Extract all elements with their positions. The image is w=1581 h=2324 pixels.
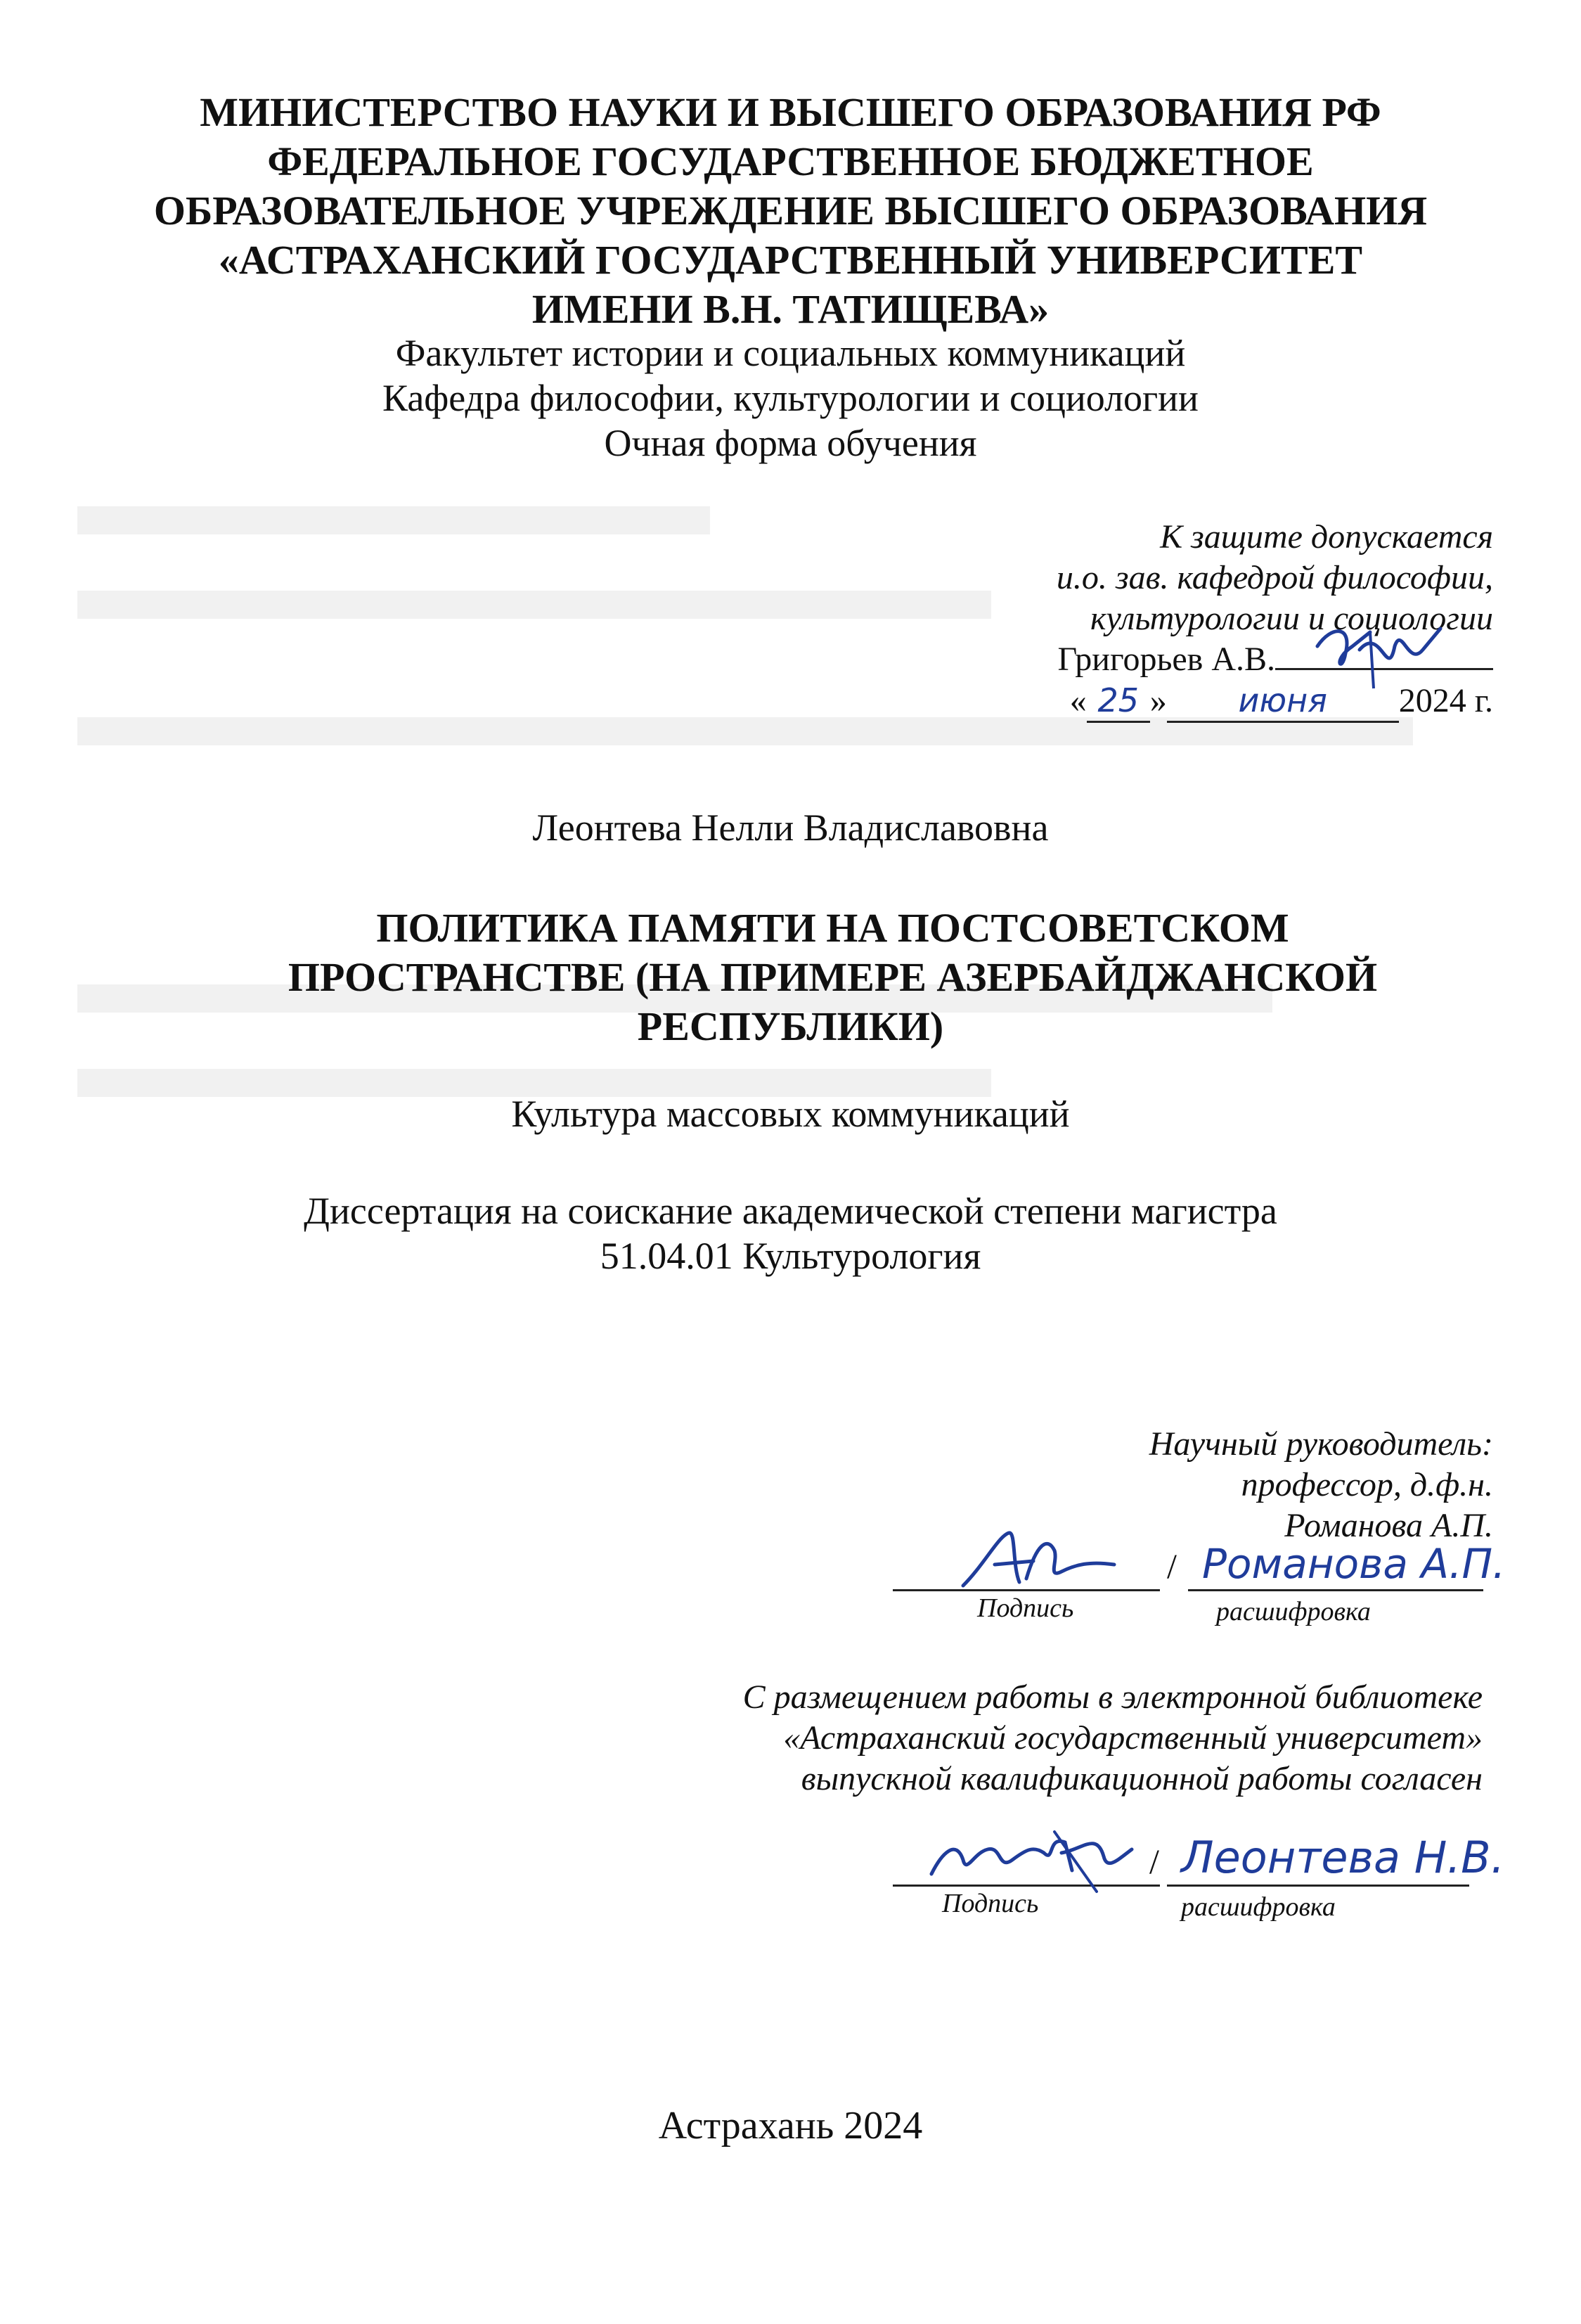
separator-slash: / bbox=[1149, 1842, 1159, 1881]
thesis-title-line: ПРОСТРАНСТВЕ (НА ПРИМЕРЕ АЗЕРБАЙДЖАНСКОЙ bbox=[288, 954, 1378, 1000]
approval-line: культурологии и социологии bbox=[1090, 600, 1493, 637]
author-signature-icon bbox=[921, 1818, 1146, 1895]
program-name: Культура массовых коммуникаций bbox=[511, 1093, 1070, 1135]
supervisor-label: Научный руководитель: bbox=[1149, 1425, 1493, 1463]
decode-line bbox=[1188, 1589, 1483, 1591]
approver-name: Григорьев А.В. bbox=[1057, 641, 1275, 678]
city-year: Астрахань 2024 bbox=[658, 2104, 923, 2148]
thesis-title-line: ПОЛИТИКА ПАМЯТИ НА ПОСТСОВЕТСКОМ bbox=[376, 905, 1289, 951]
ministry-line: ОБРАЗОВАТЕЛЬНОЕ УЧРЕЖДЕНИЕ ВЫСШЕГО ОБРАЗОВАНИЯ bbox=[153, 188, 1428, 233]
signature-caption: Подпись bbox=[942, 1889, 1039, 1918]
approval-line: К защите допускается bbox=[1160, 518, 1493, 556]
faculty-block bbox=[0, 330, 1581, 466]
date-month: июня bbox=[1167, 680, 1399, 723]
thesis-title bbox=[0, 904, 1581, 1051]
consent-line: выпускной квалификационной работы согласен bbox=[801, 1760, 1483, 1797]
ministry-line: ИМЕНИ В.Н. ТАТИЩЕВА» bbox=[531, 286, 1050, 332]
separator-slash: / bbox=[1167, 1546, 1177, 1586]
date-year: 2024 г. bbox=[1398, 682, 1493, 719]
decode-caption: расшифровка bbox=[1181, 1892, 1336, 1922]
ministry-line: ФЕДЕРАЛЬНОЕ ГОСУДАРСТВЕННОЕ БЮДЖЕТНОЕ bbox=[267, 139, 1314, 184]
approver-signature-icon bbox=[1303, 618, 1451, 695]
decode-caption: расшифровка bbox=[1216, 1597, 1371, 1626]
degree-block bbox=[0, 1188, 1581, 1278]
ministry-header bbox=[0, 88, 1581, 334]
approver-row bbox=[1057, 639, 1493, 680]
author-handwritten-decode: Леонтева Н.В. bbox=[1181, 1832, 1505, 1883]
date-day: 25 bbox=[1087, 680, 1150, 723]
supervisor-handwritten-decode: Романова А.П. bbox=[1202, 1540, 1506, 1588]
supervisor-signature-icon bbox=[956, 1522, 1118, 1600]
approval-line: и.о. зав. кафедрой философии, bbox=[1056, 559, 1493, 596]
consent-line: С размещением работы в электронной библиотеке bbox=[742, 1678, 1483, 1716]
supervisor-signature-row bbox=[879, 1526, 1511, 1626]
consent-block bbox=[743, 1677, 1483, 1799]
study-form: Очная форма обучения bbox=[604, 422, 977, 464]
supervisor-name: Романова А.П. bbox=[1284, 1507, 1493, 1544]
ministry-line: «АСТРАХАНСКИЙ ГОСУДАРСТВЕННЫЙ УНИВЕРСИТЕТ bbox=[218, 237, 1363, 283]
thesis-title-line: РЕСПУБЛИКИ) bbox=[637, 1003, 944, 1049]
degree-line: Диссертация на соискание академической степени магистра bbox=[304, 1190, 1277, 1232]
author-signature-row bbox=[879, 1821, 1554, 1922]
decode-line bbox=[1167, 1885, 1469, 1887]
department: Кафедра философии, культурологии и социологии bbox=[382, 377, 1199, 419]
ministry-line: МИНИСТЕРСТВО НАУКИ И ВЫСШЕГО ОБРАЗОВАНИЯ РФ bbox=[200, 89, 1381, 135]
signature-caption: Подпись bbox=[977, 1593, 1074, 1623]
date-quote-close: » bbox=[1149, 682, 1167, 719]
date-quote-open: « bbox=[1069, 682, 1087, 719]
faculty: Факультет истории и социальных коммуникаций bbox=[395, 332, 1186, 374]
supervisor-position: профессор, д.ф.н. bbox=[1241, 1466, 1493, 1503]
consent-line: «Астраханский государственный университет» bbox=[783, 1719, 1483, 1757]
approval-block bbox=[1057, 517, 1493, 723]
specialty-line: 51.04.01 Культурология bbox=[600, 1235, 981, 1277]
author-name: Леонтева Нелли Владиславовна bbox=[532, 807, 1049, 849]
